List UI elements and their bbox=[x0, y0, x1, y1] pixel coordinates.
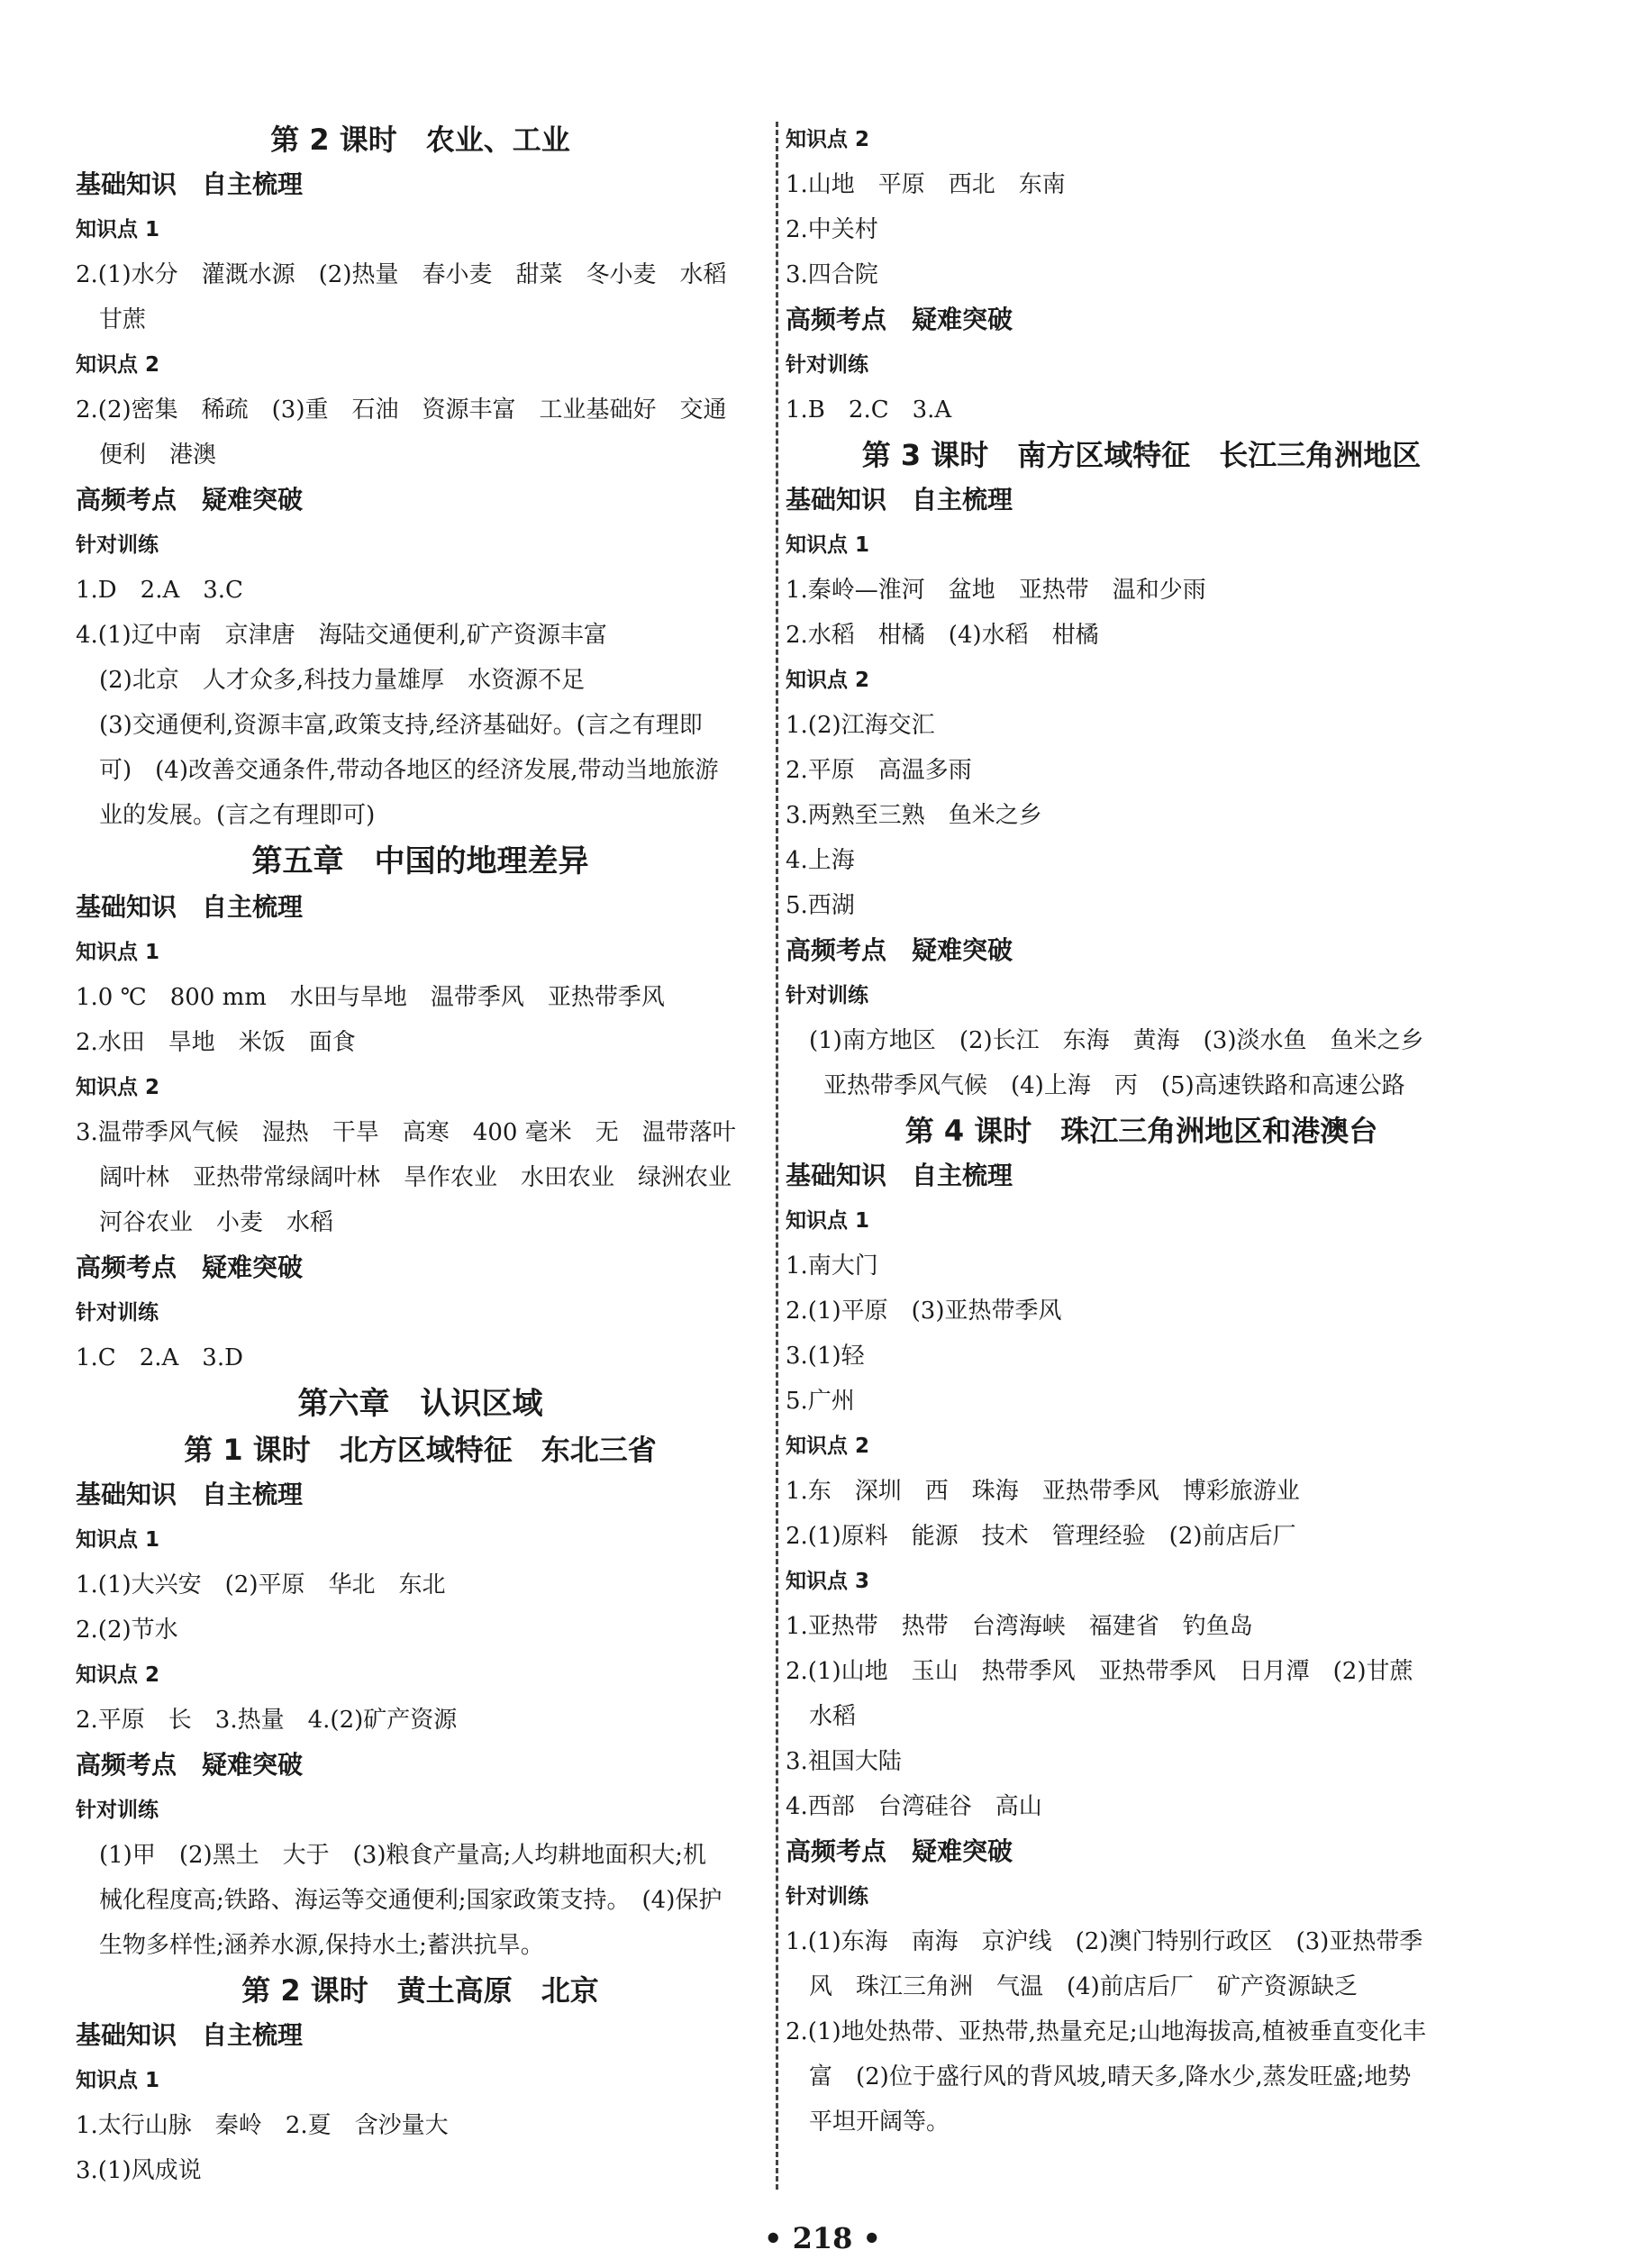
subsection-label: 针对训练 bbox=[76, 533, 159, 557]
answer-line: 2.(1)原料 能源 技术 管理经验 (2)前店后厂 bbox=[786, 1523, 1296, 1550]
page-number: • 218 • bbox=[764, 2221, 881, 2255]
subsection-label: 针对训练 bbox=[76, 1799, 159, 1822]
answer-line: 2.(1)山地 玉山 热带季风 亚热带季风 日月潭 (2)甘蔗 bbox=[786, 1658, 1413, 1685]
answer-line: (3)交通便利,资源丰富,政策支持,经济基础好。(言之有理即 bbox=[99, 712, 703, 739]
answer-line: 河谷农业 小麦 水稻 bbox=[99, 1209, 334, 1236]
answer-line: 5.广州 bbox=[786, 1388, 855, 1415]
answer-line: 1.C 2.A 3.D bbox=[76, 1344, 243, 1371]
subsection-label: 知识点 2 bbox=[786, 669, 870, 692]
answer-line: 平坦开阔等。 bbox=[809, 2109, 950, 2136]
answer-line: 4.(1)辽中南 京津唐 海陆交通便利,矿产资源丰富 bbox=[76, 622, 607, 649]
subsection-label: 知识点 1 bbox=[76, 218, 160, 241]
answer-line: 甘蔗 bbox=[99, 306, 147, 333]
section-heading: 基础知识 自主梳理 bbox=[76, 169, 304, 199]
subsection-label: 知识点 2 bbox=[786, 1435, 870, 1458]
answer-line: 1.东 深圳 西 珠海 亚热带季风 博彩旅游业 bbox=[786, 1478, 1300, 1505]
answer-line: 械化程度高;铁路、海运等交通便利;国家政策支持。 (4)保护 bbox=[99, 1887, 723, 1914]
answer-line: 1.秦岭—淮河 盆地 亚热带 温和少雨 bbox=[786, 577, 1206, 604]
answer-line: 1.(1)大兴安 (2)平原 华北 东北 bbox=[76, 1571, 446, 1599]
answer-line: 业的发展。(言之有理即可) bbox=[99, 802, 376, 829]
answer-line: 3.温带季风气候 湿热 干旱 高寒 400 毫米 无 温带落叶 bbox=[76, 1119, 736, 1146]
answer-line: 1.亚热带 热带 台湾海峡 福建省 钓鱼岛 bbox=[786, 1613, 1253, 1640]
section-heading: 基础知识 自主梳理 bbox=[786, 485, 1013, 515]
answer-line: (2)北京 人才众多,科技力量雄厚 水资源不足 bbox=[99, 667, 586, 694]
answer-line: 便利 港澳 bbox=[99, 442, 217, 469]
answer-line: 2.水稻 柑橘 (4)水稻 柑橘 bbox=[786, 622, 1099, 649]
left-column bbox=[76, 117, 765, 2193]
answer-line: 3.祖国大陆 bbox=[786, 1748, 902, 1775]
answer-line: 1.(2)江海交汇 bbox=[786, 712, 935, 739]
answer-line: 2.(1)水分 灌溉水源 (2)热量 春小麦 甜菜 冬小麦 水稻 bbox=[76, 261, 727, 288]
answer-line: 1.D 2.A 3.C bbox=[76, 577, 243, 604]
subsection-label: 针对训练 bbox=[786, 984, 868, 1007]
answer-line: 3.两熟至三熟 鱼米之乡 bbox=[786, 802, 1042, 829]
subsection-label: 知识点 3 bbox=[786, 1570, 870, 1593]
answer-line: (1)甲 (2)黑土 大于 (3)粮食产量高;人均耕地面积大;机 bbox=[99, 1842, 707, 1869]
subsection-label: 知识点 2 bbox=[76, 1663, 160, 1687]
subsection-label: 针对训练 bbox=[76, 1301, 159, 1325]
lesson-title: 第 3 课时 南方区域特征 长江三角洲地区 bbox=[861, 438, 1422, 472]
answer-line: 2.(1)平原 (3)亚热带季风 bbox=[786, 1298, 1062, 1325]
subsection-label: 知识点 2 bbox=[76, 1076, 160, 1099]
answer-line: 2.平原 长 3.热量 4.(2)矿产资源 bbox=[76, 1707, 458, 1734]
subsection-label: 知识点 1 bbox=[76, 1528, 160, 1552]
subsection-label: 知识点 1 bbox=[786, 533, 870, 557]
answer-line: 3.四合院 bbox=[786, 261, 878, 288]
answer-line: 2.水田 旱地 米饭 面食 bbox=[76, 1029, 356, 1056]
section-heading: 基础知识 自主梳理 bbox=[76, 892, 304, 922]
answer-line: (1)南方地区 (2)长江 东海 黄海 (3)淡水鱼 鱼米之乡 bbox=[809, 1027, 1424, 1054]
right-column bbox=[786, 117, 1497, 2145]
lesson-title: 第 2 课时 黄土高原 北京 bbox=[241, 1973, 599, 2008]
answer-line: 1.山地 平原 西北 东南 bbox=[786, 171, 1066, 198]
answer-line: 生物多样性;涵养水源,保持水土;蓄洪抗旱。 bbox=[99, 1932, 544, 1959]
answer-line: 风 珠江三角洲 气温 (4)前店后厂 矿产资源缺乏 bbox=[809, 1973, 1358, 2000]
subsection-label: 知识点 1 bbox=[76, 941, 160, 964]
section-heading: 基础知识 自主梳理 bbox=[786, 1161, 1013, 1190]
answer-line: 4.上海 bbox=[786, 847, 855, 874]
answer-line: 1.南大门 bbox=[786, 1252, 878, 1280]
answer-line: 2.(2)节水 bbox=[76, 1617, 178, 1644]
subsection-label: 针对训练 bbox=[786, 353, 868, 377]
answer-line: 5.西湖 bbox=[786, 892, 855, 919]
answer-line: 1.B 2.C 3.A bbox=[786, 396, 952, 424]
answer-line: 3.(1)风成说 bbox=[76, 2157, 202, 2184]
chapter-title: 第六章 认识区域 bbox=[297, 1386, 543, 1422]
section-heading: 高频考点 疑难突破 bbox=[76, 1252, 304, 1282]
answer-line: 可) (4)改善交通条件,带动各地区的经济发展,带动当地旅游 bbox=[99, 757, 719, 784]
subsection-label: 针对训练 bbox=[786, 1885, 868, 1908]
subsection-label: 知识点 2 bbox=[786, 128, 870, 151]
answer-line: 富 (2)位于盛行风的背风坡,晴天多,降水少,蒸发旺盛;地势 bbox=[809, 2063, 1412, 2090]
section-heading: 高频考点 疑难突破 bbox=[76, 1750, 304, 1780]
section-heading: 高频考点 疑难突破 bbox=[786, 305, 1013, 334]
section-heading: 高频考点 疑难突破 bbox=[76, 485, 304, 515]
answer-line: 4.西部 台湾硅谷 高山 bbox=[786, 1793, 1042, 1820]
subsection-label: 知识点 2 bbox=[76, 353, 160, 377]
answer-line: 水稻 bbox=[809, 1703, 857, 1730]
section-heading: 基础知识 自主梳理 bbox=[76, 1480, 304, 1509]
answer-line: 1.太行山脉 秦岭 2.夏 含沙量大 bbox=[76, 2112, 449, 2139]
answer-line: 3.(1)轻 bbox=[786, 1343, 865, 1370]
subsection-label: 知识点 1 bbox=[76, 2069, 160, 2092]
answer-line: 1.0 ℃ 800 mm 水田与旱地 温带季风 亚热带季风 bbox=[76, 984, 665, 1011]
lesson-title: 第 4 课时 珠江三角洲地区和港澳台 bbox=[904, 1114, 1378, 1148]
answer-line: 阔叶林 亚热带常绿阔叶林 旱作农业 水田农业 绿洲农业 bbox=[99, 1164, 732, 1191]
answer-line: 2.平原 高温多雨 bbox=[786, 757, 972, 784]
answer-line: 亚热带季风气候 (4)上海 丙 (5)高速铁路和高速公路 bbox=[823, 1072, 1405, 1099]
subsection-label: 知识点 1 bbox=[786, 1209, 870, 1233]
lesson-title: 第 2 课时 农业、工业 bbox=[270, 123, 570, 157]
chapter-title: 第五章 中国的地理差异 bbox=[251, 843, 589, 879]
section-heading: 基础知识 自主梳理 bbox=[76, 2020, 304, 2050]
answer-line: 2.(2)密集 稀疏 (3)重 石油 资源丰富 工业基础好 交通 bbox=[76, 396, 727, 424]
section-heading: 高频考点 疑难突破 bbox=[786, 935, 1013, 965]
column-divider bbox=[776, 122, 778, 2190]
lesson-title: 第 1 课时 北方区域特征 东北三省 bbox=[184, 1433, 657, 1467]
answer-line: 1.(1)东海 南海 京沪线 (2)澳门特别行政区 (3)亚热带季 bbox=[786, 1928, 1423, 1955]
answer-line: 2.(1)地处热带、亚热带,热量充足;山地海拔高,植被垂直变化丰 bbox=[786, 2018, 1426, 2045]
section-heading: 高频考点 疑难突破 bbox=[786, 1836, 1013, 1866]
answer-line: 2.中关村 bbox=[786, 216, 878, 243]
